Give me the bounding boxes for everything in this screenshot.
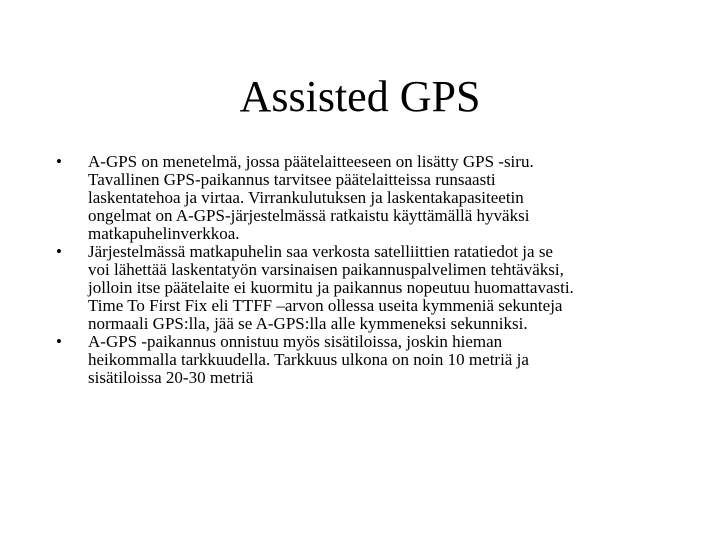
bullet-text-line: normaali GPS:lla, jää se A-GPS:lla alle kymmeneksi sekunniksi.: [88, 314, 528, 333]
bullet-dot-icon: •: [56, 332, 62, 351]
bullet-text-line: A-GPS -paikannus onnistuu myös sisätiloissa, joskin hieman: [88, 332, 503, 351]
bullet-dot-icon: •: [56, 242, 62, 261]
bullet-text-line: jolloin itse päätelaite ei kuormitu ja paikannus nopeutuu huomattavasti.: [88, 278, 574, 297]
bullet-text-line: ongelmat on A-GPS-järjestelmässä ratkaistu käyttämällä hyväksi: [88, 206, 530, 225]
bullet-item: [56, 243, 696, 333]
bullet-item: [56, 333, 696, 387]
bullet-text-line: A-GPS on menetelmä, jossa päätelaitteeseen on lisätty GPS -siru.: [88, 152, 534, 171]
bullet-text-line: sisätiloissa 20-30 metriä: [88, 368, 254, 387]
bullet-text-line: Tavallinen GPS-paikannus tarvitsee päätelaitteissa runsaasti: [88, 170, 496, 189]
bullet-text-line: Järjestelmässä matkapuhelin saa verkosta satelliittien ratatiedot ja se: [88, 242, 553, 261]
slide-title: Assisted GPS: [239, 72, 481, 121]
bullet-dot-icon: •: [56, 152, 62, 171]
bullet-list: [56, 153, 696, 387]
bullet-text-line: matkapuhelinverkkoa.: [88, 224, 240, 243]
bullet-text-line: heikommalla tarkkuudella. Tarkkuus ulkona on noin 10 metriä ja: [88, 350, 529, 369]
bullet-text-line: Time To First Fix eli TTFF –arvon ollessa useita kymmeniä sekunteja: [88, 296, 563, 315]
bullet-text-line: voi lähettää laskentatyön varsinaisen paikannuspalvelimen tehtäväksi,: [88, 260, 564, 279]
bullet-item: [56, 153, 696, 243]
bullet-text-line: laskentatehoa ja virtaa. Virrankulutuksen ja laskentakapasiteetin: [88, 188, 524, 207]
